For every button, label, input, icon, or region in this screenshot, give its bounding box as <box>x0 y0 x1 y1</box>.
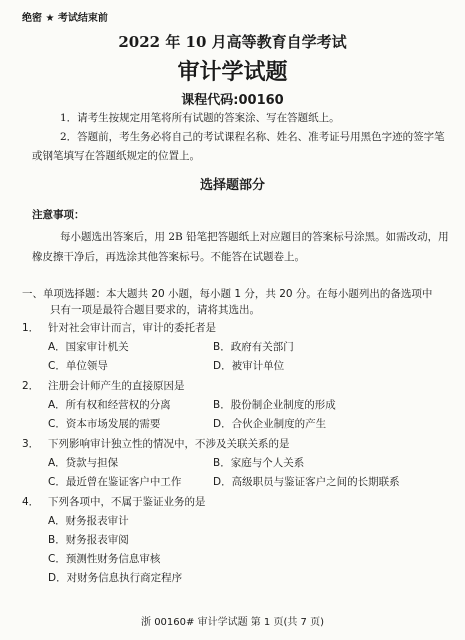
option-b: B．家庭与个人关系 <box>213 457 305 469</box>
part-intro-line-1: 一、单项选择题：本大题共 20 小题，每小题 1 分，共 20 分。在每小题列出的备选项中 <box>22 288 433 300</box>
instruction-item-1: 1．请考生按规定用笔将所有试题的答案涂、写在答题纸上。 <box>60 112 340 124</box>
question-3 <box>22 436 290 451</box>
option-b: B．财务报表审阅 <box>48 534 129 546</box>
option-c: C．资本市场发展的需要 <box>48 418 161 430</box>
page-footer: 浙 00160# 审计学试题 第 1 页(共 7 页) <box>141 617 324 628</box>
option-d: D．对财务信息执行商定程序 <box>48 572 183 584</box>
question-text: 下列影响审计独立性的情况中，不涉及关联关系的是 <box>48 438 290 450</box>
option-a: A．国家审计机关 <box>48 341 129 353</box>
attention-label: 注意事项： <box>32 209 85 221</box>
option-c: C．单位领导 <box>48 360 108 372</box>
question-2 <box>22 378 185 393</box>
question-4 <box>22 494 206 509</box>
course-code: 课程代码:00160 <box>181 93 284 108</box>
option-a: A．贷款与担保 <box>48 457 119 469</box>
question-text: 注册会计师产生的直接原因是 <box>48 380 185 392</box>
option-a: A．所有权和经营权的分离 <box>48 399 171 411</box>
part-intro <box>22 286 442 318</box>
part-intro-line-2: 只有一项是最符合题目要求的，请将其选出。 <box>50 304 260 316</box>
option-d: D．合伙企业制度的产生 <box>213 418 327 430</box>
option-b: B．政府有关部门 <box>213 341 294 353</box>
subject-title: 审计学试题 <box>177 60 288 85</box>
question-1 <box>22 320 216 335</box>
option-c: C．最近曾在鉴证客户中工作 <box>48 476 182 488</box>
attention-body: 每小题选出答案后，用 2B 铅笔把答题纸上对应题目的答案标号涂黑。如需改动，用橡皮擦干净后，再选涂其他答案标号。不能答在试题卷上。 <box>32 231 449 263</box>
option-b: B．股份制企业制度的形成 <box>213 399 336 411</box>
question-number: 1． <box>22 322 40 334</box>
question-text: 针对社会审计而言，审计的委托者是 <box>48 322 216 334</box>
option-a: A．财务报表审计 <box>48 515 129 527</box>
secret-mark: 绝密 ★ 考试结束前 <box>22 13 108 24</box>
instruction-item-2: 2．答题前，考生务必将自己的考试课程名称、姓名、准考证号用黑色字迹的签字笔或钢笔填写在答题纸规定的位置上。 <box>32 131 445 162</box>
option-d: D．被审计单位 <box>213 360 285 372</box>
question-number: 3． <box>22 438 40 450</box>
question-number: 4． <box>22 496 40 508</box>
exam-title: 2022 年 10 月高等教育自学考试 <box>118 33 347 51</box>
option-c: C．预测性财务信息审核 <box>48 553 161 565</box>
question-text: 下列各项中，不属于鉴证业务的是 <box>48 496 206 508</box>
question-number: 2． <box>22 380 40 392</box>
section-title: 选择题部分 <box>199 178 265 193</box>
option-d: D．高级职员与鉴证客户之间的长期联系 <box>213 476 400 488</box>
